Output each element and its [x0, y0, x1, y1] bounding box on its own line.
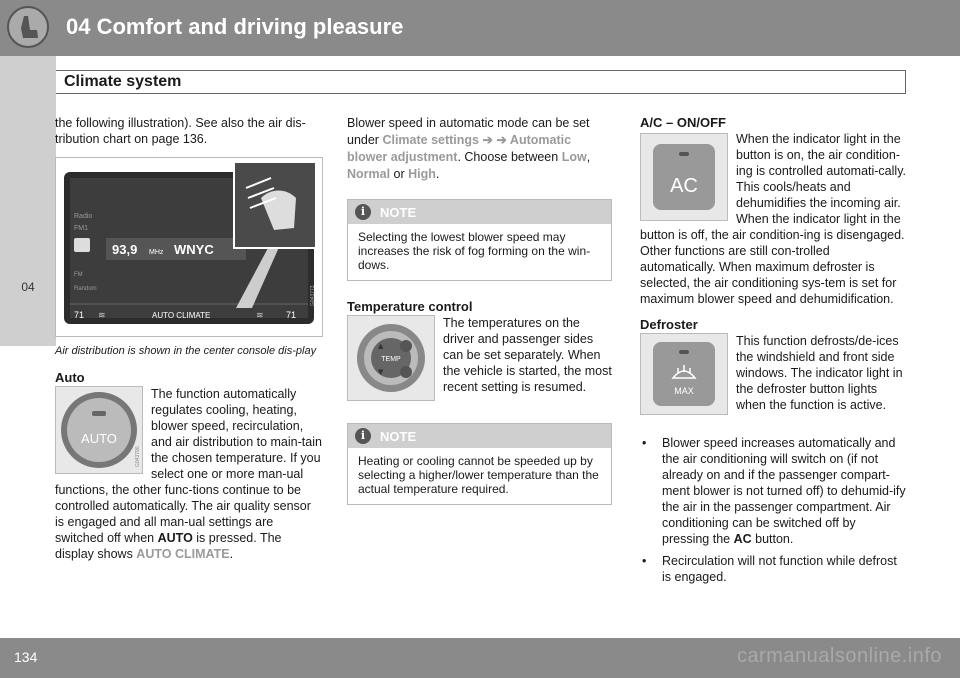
- list-item: • Blower speed increases automatically and the air conditioning will switch on (if not already on and if the passenger compart-ment blower is not turned off) to dehumid-ify the air in the passenger compartment. Air conditioning can be switched off by pressing the AC button.: [642, 436, 906, 546]
- temp-up-icon: ▲: [378, 342, 384, 350]
- note-body: Selecting the lowest blower speed may increases the risk of fog forming on the win-dows.: [358, 230, 591, 272]
- page-footer: [0, 638, 960, 678]
- temperature-control-heading: Temperature control: [347, 299, 473, 314]
- defroster-heading: Defroster: [640, 317, 698, 332]
- chapter-side-tab-label: 04: [21, 280, 35, 294]
- defroster-button-label: MAX: [674, 386, 694, 396]
- blower-speed-paragraph: Blower speed in automatic mode can be set under Climate settings ➔ ➔ Automatic blower adjustment. Choose between Low, Normal or High.: [347, 116, 591, 181]
- note-box-temperature: [347, 423, 612, 505]
- column-middle: [347, 115, 612, 505]
- seat-vent-button-icon: [400, 366, 412, 378]
- display-climate-mode: AUTO CLIMATE: [152, 311, 211, 320]
- ac-paragraph: When the indicator light in the button is on, the air condition-ing is controlled automati-cally. This cools/heats and dehumidifies the incoming air. When the indicator light in the button is off, the air condition-ing is disengaged. Other functions are still con-trolled automatically. When maximum defroster is selected, the air conditioning sys-tem is set for maximum blower speed and dehumidification.: [640, 132, 906, 306]
- note-title: NOTE: [380, 205, 417, 220]
- radio-icon: [74, 238, 90, 252]
- seat-heat-left-icon: ≋: [98, 311, 106, 321]
- ac-button-label: AC: [670, 175, 698, 197]
- seat-heat-right-icon: ≋: [256, 311, 264, 321]
- list-item: • Recirculation will not function while defrost is engaged.: [642, 554, 897, 584]
- center-console-figure: [55, 157, 323, 337]
- ac-heading: A/C – ON/OFF: [640, 115, 726, 130]
- intro-paragraph: the following illustration). See also the air dis-tribution chart on page 136.: [55, 116, 306, 146]
- watermark: carmanualsonline.info: [736, 645, 942, 667]
- center-console-display-illustration: [56, 158, 322, 336]
- temp-knob-label: TEMP: [381, 356, 401, 363]
- display-temp-left: 71: [74, 310, 85, 320]
- auto-button-figure: [55, 386, 143, 474]
- ac-button-figure: [640, 133, 728, 221]
- display-temp-right: 71: [286, 310, 297, 320]
- defroster-indicator-light: [679, 350, 689, 354]
- temperature-control-paragraph: The temperatures on the driver and passenger sides can be set separately. When the vehicle is started, the most recent setting is resumed.: [443, 316, 612, 394]
- info-icon: i: [355, 204, 371, 220]
- section-title: Climate system: [64, 73, 182, 90]
- display-frequency-unit: MHz: [149, 249, 164, 256]
- display-menu-item-3: FM: [74, 272, 83, 278]
- display-menu-item-1: Radio: [74, 213, 93, 220]
- bullet-icon: •: [642, 436, 647, 450]
- figure-code: G043773: [310, 285, 316, 306]
- chapter-title: 04 Comfort and driving pleasure: [66, 14, 404, 39]
- temp-down-icon: ▼: [378, 368, 384, 376]
- defroster-bullets: [640, 435, 906, 585]
- info-icon: i: [355, 428, 371, 444]
- bullet-icon: •: [642, 554, 647, 568]
- auto-figure-code: G043790: [135, 446, 141, 467]
- figure-caption: Air distribution is shown in the center console dis-play: [55, 345, 317, 357]
- auto-indicator-light: [92, 411, 106, 416]
- defroster-button-figure: [640, 333, 728, 415]
- note-body: Heating or cooling cannot be speeded up by selecting a higher/lower temperature than the actual temperature required.: [358, 454, 599, 496]
- section-title-bar: [56, 70, 906, 94]
- seat-icon: [7, 6, 49, 48]
- temp-knob-figure: [347, 315, 435, 401]
- note-box-blower: [347, 199, 612, 281]
- column-right: [640, 115, 906, 591]
- auto-button-label: AUTO: [81, 431, 117, 446]
- note-title: NOTE: [380, 429, 417, 444]
- chapter-side-tab: [0, 56, 56, 346]
- page-number: 134: [14, 649, 38, 665]
- auto-heading: Auto: [55, 370, 85, 385]
- display-frequency: 93,9: [112, 242, 138, 257]
- defroster-paragraph: This function defrosts/de-ices the windshield and front side windows. The indicator light in the defroster button lights when the function is active.: [736, 334, 903, 412]
- display-menu-item-4: Random: [74, 286, 97, 292]
- display-station: WNYC: [174, 242, 214, 257]
- auto-paragraph: The function automatically regulates cooling, heating, blower speed, recirculation, and air distribution to main-tain the chosen temperature. If you select one or more man-ual functions, the other func-tions continue to be controlled automatically. The air quality sensor is engaged and all man-ual settings are switched off when AUTO is pressed. The display shows AUTO CLIMATE.: [55, 387, 322, 561]
- seat-heat-button-icon: [400, 340, 412, 352]
- ac-indicator-light: [679, 152, 689, 156]
- column-left: [55, 115, 323, 562]
- display-menu-item-2: FM1: [74, 225, 88, 232]
- chapter-icon-box: [0, 0, 56, 56]
